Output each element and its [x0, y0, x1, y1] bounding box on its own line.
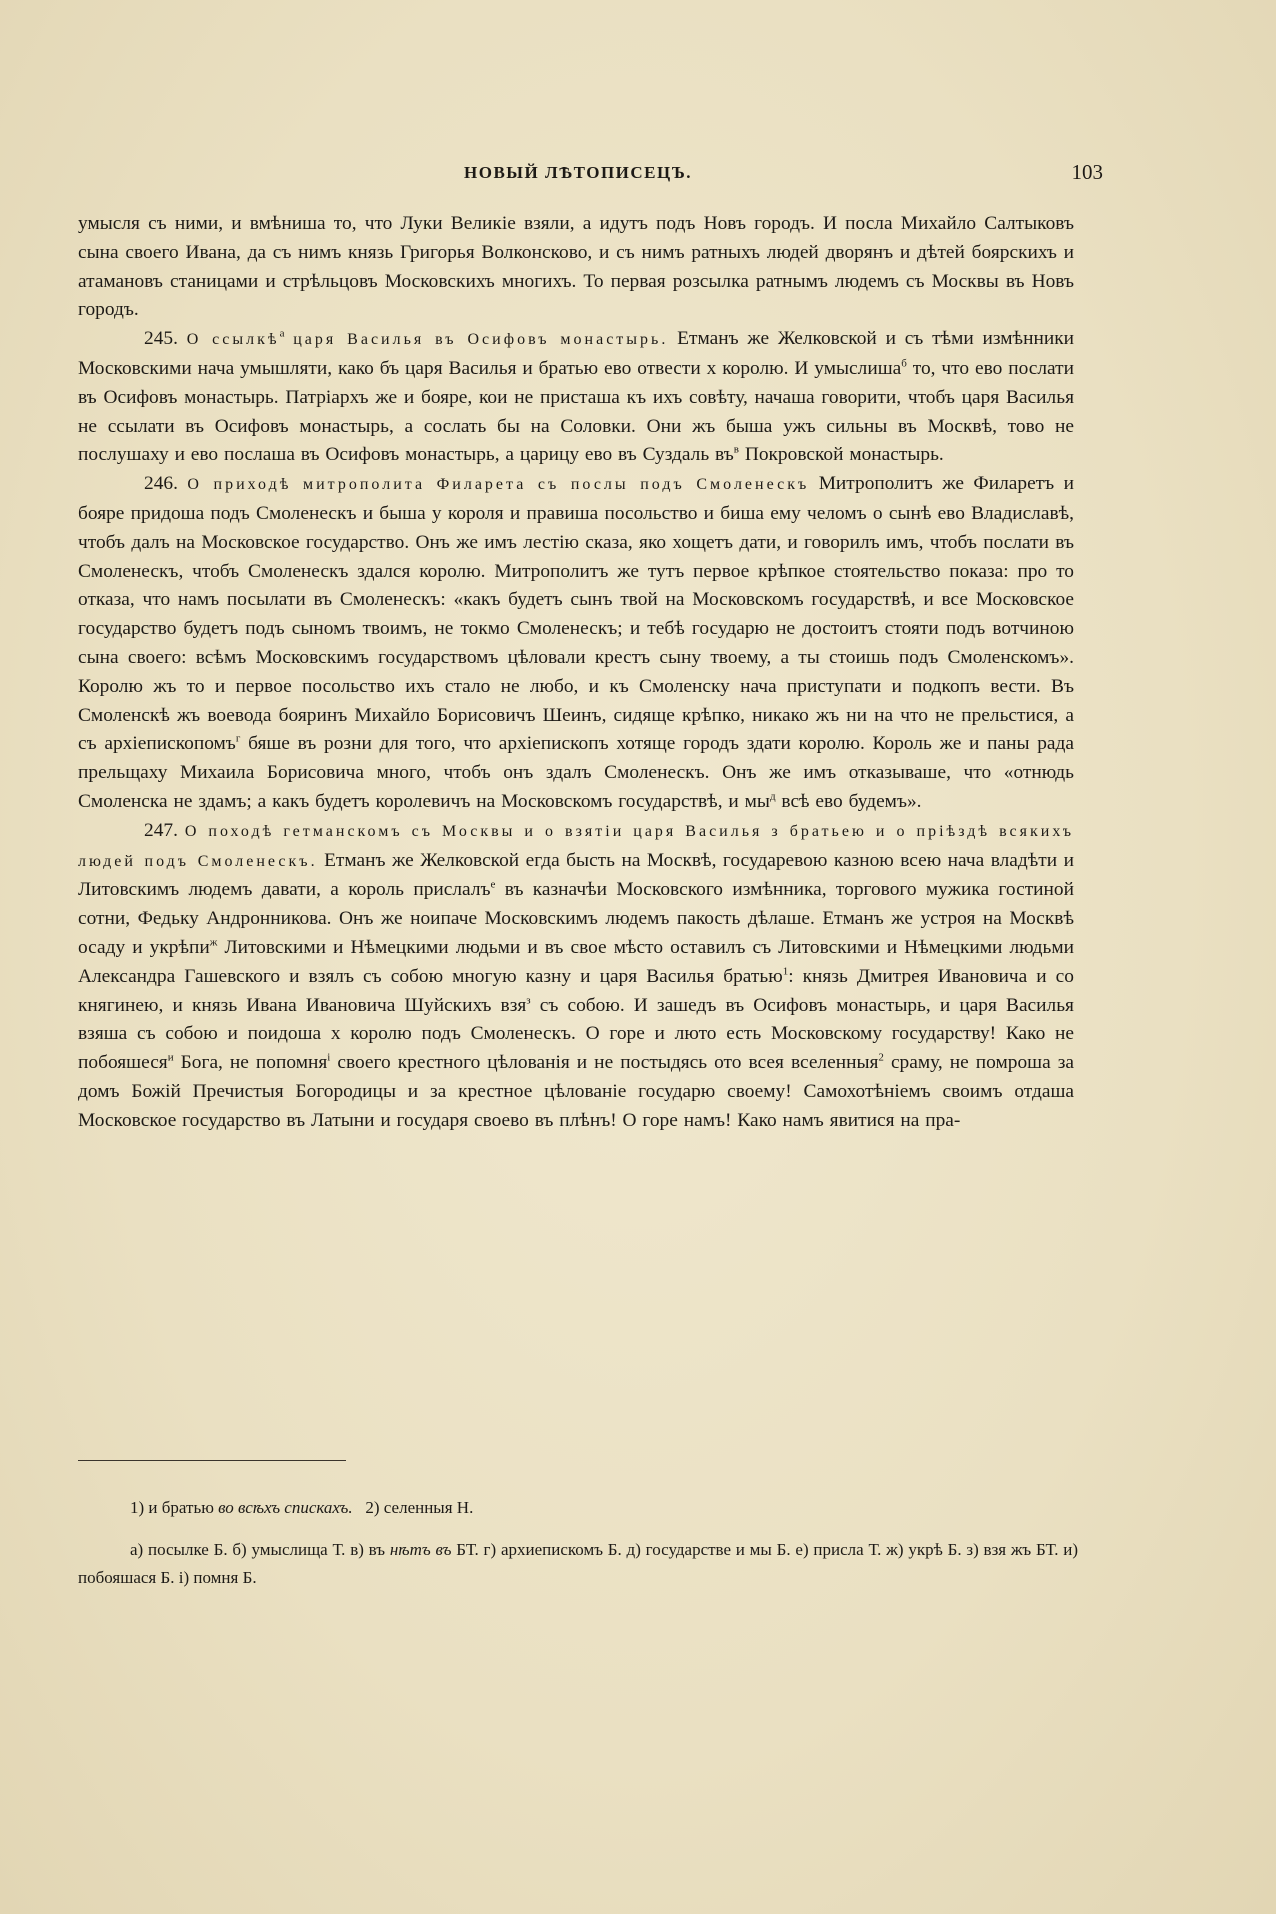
- variant-notes: БТ. г) архиепискомъ Б. д) государстве и мы Б. е) присла Т. ж) укрѣ Б. з) взя жъ БТ. и) побояшася Б. і) помня Б.: [78, 1540, 1079, 1587]
- section-text: Покровской монастырь.: [744, 444, 944, 466]
- footnote-2: 2) селенныя Н.: [365, 1498, 474, 1517]
- section-247: [78, 817, 1074, 1136]
- section-heading: О приходѣ митрополита Филарета съ послы подъ Смоленескъ: [187, 476, 810, 494]
- footnote-mark: 2: [878, 1051, 884, 1064]
- section-heading: царя Василья въ Осифовъ монастырь.: [293, 331, 669, 349]
- variant-mark: и: [167, 1051, 174, 1064]
- section-text: Литовскими и Нѣмецкими людьми и въ свое мѣсто оставилъ съ Литовскими и Нѣмецкими людьми Александра Гашевского и взялъ съ собою многую казну и царя Василья братью: [78, 936, 1074, 987]
- footnote-rule: [78, 1460, 346, 1461]
- section-text: Митрополитъ же Филаретъ и бояре придоша подъ Смоленескъ и быша у короля и правиша посольство и биша ему челомъ о сынѣ ево Владиславѣ, чтобъ далъ на Московское государство. Онъ же имъ лестію сказа, яко хощетъ дати, и говорилъ имъ, чтобъ послати въ Смоленескъ, чтобъ Смоленескъ здался королю. Митрополитъ же тутъ первое крѣпкое стоятельство показа: про то отказа, что намъ посылати въ Смоленескъ: «какъ будетъ сынъ твой на Московскомъ государствѣ, и все Московское государство будетъ подъ сыномъ твоимъ, не токмо Смоленескъ; и тебѣ государю не достоитъ стояти подъ вотчиною сына своего: всѣмъ Московскимъ государствомъ цѣловали крестъ сыну твоему, а ты стоишь подъ Смоленскомъ». Королю жъ то и первое посольство ихъ стало не любо, и къ Смоленску нача приступати и подкопъ вести. Въ Смоленскѣ жъ воевода бояринъ Михайло Борисовичъ Шеинъ, сидяще крѣпко, никако жъ ни на что не прельстися, а съ архіепископомъ: [78, 473, 1074, 755]
- section-text: бяше въ розни для того, что архіепископъ хотяще городъ здати королю. Король же и паны рада прельщаху Михаила Борисовича много, чтобъ онъ здалъ Смоленескъ. Онъ же имъ отказываше, что «отнюдь Смоленска не здамъ; а какъ будетъ королевичъ на Московскомъ государствѣ, и мы: [78, 733, 1074, 812]
- variant-mark: в: [733, 443, 739, 456]
- page-header: [78, 160, 1103, 193]
- variant-mark: д: [769, 790, 776, 803]
- section-text: Бога, не попомня: [180, 1052, 328, 1074]
- section-text: своего крестного цѣлованія и не постыдясь ото всея вселенныя: [337, 1052, 879, 1074]
- footnotes-numbered: [78, 1494, 1130, 1522]
- variant-mark: а: [279, 327, 285, 340]
- section-245: [78, 325, 1074, 470]
- variant-mark: з: [526, 994, 531, 1007]
- section-heading: О ссылкѣ: [186, 331, 280, 349]
- variant-mark: ж: [209, 936, 218, 949]
- main-text: [78, 210, 1074, 1136]
- section-text: то, что ево послати въ Осифовъ монастырь. Патріархъ же и бояре, кои не присташа къ ихъ совѣту, начаша говорити, чтобъ царя Василья не ссылати въ Осифовъ монастырь, а сослать бы на Соловки. Они жъ быша ужъ сильны въ Москвѣ, тово не послушаху и ево послаша въ Осифовъ монастырь, а царицу ево въ Суздаль въ: [78, 357, 1074, 466]
- section-heading: О походѣ гетманскомъ съ Москвы и о взятіи царя Василья з братьею и о пріѣздѣ всякихъ людей подъ Смоленескъ.: [78, 822, 1075, 870]
- section-text: Етманъ же Желковской и съ тѣми измѣнники Московскими нача умышляти, како бъ царя Василья и братью ево отвести х королю. И умыслиша: [78, 328, 1074, 379]
- section-text: : князь Дмитрея Ивановича и со княгинею, и князь Ивана Ивановича Шуйскихъ взя: [78, 965, 1074, 1016]
- running-title: НОВЫЙ ЛѢТОПИСЕЦЪ.: [464, 163, 692, 182]
- section-text: въ казначѣи Московского измѣнника, торгового мужика гостиной сотни, Федьку Андронникова. Онъ же ноипаче Московскимъ людемъ пакость дѣлаше. Етманъ же устроя на Москвѣ осаду и укрѣпи: [78, 879, 1074, 958]
- page-number: 103: [1071, 160, 1103, 184]
- variant-notes-italic: нѣтъ въ: [389, 1540, 452, 1559]
- variant-mark: б: [901, 357, 907, 370]
- section-text: сраму, не помроша за домъ Божій Пречистыя Богородицы и за крестное цѣлованіе государю своему! Самохотѣніемъ своимъ отдаша Московское государство въ Латыни и государя своево въ плѣнъ! О горе намъ! Како намъ явитися на пра-: [78, 1052, 1074, 1131]
- footnote-mark: 1: [782, 965, 789, 978]
- section-246: [78, 470, 1074, 817]
- section-number: 245.: [144, 328, 178, 350]
- section-text: Етманъ же Желковской егда бысть на Москвѣ, государевою казною всею нача владѣти и Литовскимъ людемъ давати, а король прислалъ: [78, 849, 1074, 901]
- section-number: 246.: [144, 473, 178, 495]
- footnote-1-italic: во всѣхъ спискахъ.: [218, 1498, 353, 1517]
- section-number: 247.: [144, 819, 178, 841]
- variant-notes: а) посылке Б. б) умыслища Т. в) въ: [130, 1540, 386, 1559]
- section-text: всѣ ево будемъ».: [781, 790, 922, 812]
- section-text: съ собою. И зашедъ въ Осифовъ монастырь, и царя Василья взяша съ собою и поидоша х королю подъ Смоленескъ. О горе и люто есть Московскому государству! Како не побояшеся: [78, 994, 1074, 1074]
- footnotes-variants: [78, 1536, 1078, 1592]
- paragraph-continued: умысля съ ними, и вмѣниша то, что Луки Великіе взяли, а идутъ подъ Новъ городъ. И посла Михайло Салтыковъ сына своего Ивана, да съ нимъ князь Григорья Волконсково, и съ нимъ ратныхъ людей дворянъ и дѣтей боярскихъ и атамановъ станицами и стрѣльцовъ Московскихъ многихъ. То первая розсылка ратнымъ людемъ съ Москвы въ Новъ городъ.: [78, 213, 1074, 321]
- footnote-1: 1) и братью: [130, 1498, 214, 1517]
- variant-mark: і: [327, 1051, 331, 1064]
- variant-mark: е: [490, 878, 496, 891]
- variant-mark: г: [235, 732, 241, 745]
